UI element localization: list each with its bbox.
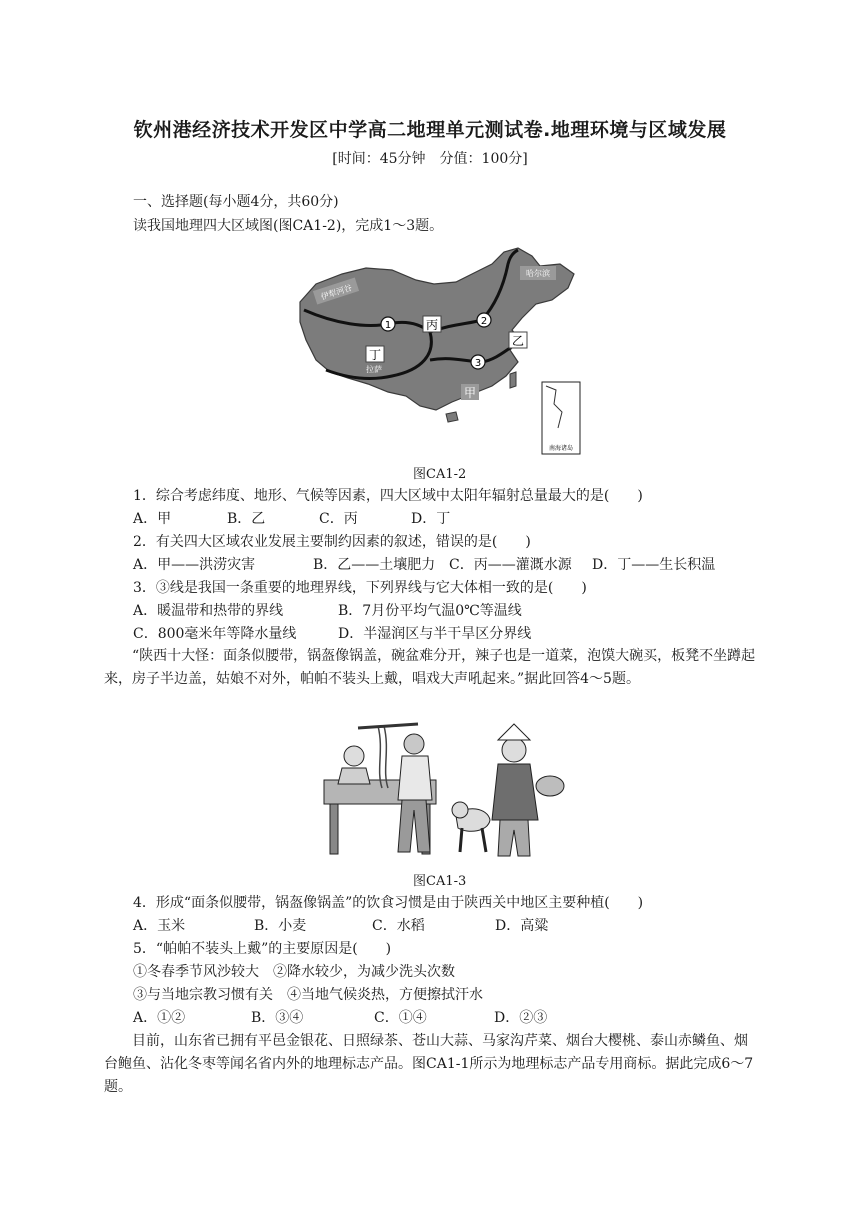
woman-body (338, 768, 370, 784)
q2-option-d[interactable]: D．丁——生长积温 (592, 557, 716, 573)
q4-option-c[interactable]: C．水稻 (372, 918, 425, 934)
q3-option-b[interactable]: B．7月份平均气温0℃等温线 (338, 603, 522, 619)
label-ding: 丁 (368, 348, 382, 362)
elder-headscarf (498, 724, 530, 740)
q5-option-d[interactable]: D．②③ (494, 1010, 548, 1026)
q3-option-c[interactable]: C．800毫米年等降水量线 (133, 626, 297, 642)
q5-stem: 5．“帕帕不装头上戴”的主要原因是( ) (133, 941, 392, 957)
elder-head (502, 738, 526, 762)
man-legs (398, 800, 430, 852)
marker-3-label: 3 (474, 358, 482, 369)
label-yi: 乙 (511, 334, 525, 348)
q1-option-b[interactable]: B．乙 (227, 511, 266, 527)
woman-head (344, 746, 364, 766)
section-intro: 读我国地理四大区域图(图CA1-2)，完成1～3题。 (133, 218, 444, 234)
hainan-island (446, 412, 458, 422)
q3-stem: 3．③线是我国一条重要的地理界线，下列界线与它大体相一致的是( ) (133, 580, 587, 596)
passage-shaanxi: “陕西十大怪：面条似腰带，锅盔像锅盖，碗盆难分开，辣子也是一道菜，泡馍大碗买，板凳不坐蹲起来，房子半边盖，姑娘不对外，帕帕不装头上戴，唱戏大声吼起来。”据此回答4～5题。 (104, 648, 756, 687)
man-head (404, 734, 424, 754)
label-bing: 丙 (425, 318, 439, 332)
q1-stem: 1．综合考虑纬度、地形、气候等因素，四大区域中太阳年辐射总量最大的是( ) (133, 488, 643, 504)
marker-1-label: 1 (384, 320, 392, 331)
q5-option-b[interactable]: B．③④ (251, 1010, 304, 1026)
q1-options (133, 509, 450, 529)
q3-option-d[interactable]: D．半湿润区与半干旱区分界线 (338, 626, 532, 642)
label-xinjiang: 伊犁河谷 (319, 283, 354, 302)
marker-2-label: 2 (480, 316, 488, 327)
noodle-bar (358, 724, 418, 728)
label-lhasa: 拉萨 (366, 365, 382, 374)
inset-label: 南海诸岛 (548, 445, 574, 452)
man-body (398, 756, 432, 800)
q3-option-a[interactable]: A．暖温带和热带的界线 (133, 603, 284, 619)
q2-option-c[interactable]: C．丙——灌溉水源 (449, 557, 572, 573)
label-northeast: 哈尔滨 (526, 269, 550, 278)
passage-shandong: 目前，山东省已拥有平邑金银花、日照绿茶、苍山大蒜、马家沟芹菜、烟台大樱桃、泰山赤鳞鱼、烟台鲍鱼、沾化冬枣等闻名省内外的地理标志产品。图CA1-1所示为地理标志产品专用商标。据此完成6～7题。 (104, 1033, 754, 1095)
q5-option-c[interactable]: C．①④ (374, 1010, 427, 1026)
q3-options-row1 (133, 601, 522, 621)
dog-head (452, 802, 468, 818)
elder-body (492, 764, 538, 820)
q1-option-a[interactable]: A．甲 (133, 511, 172, 527)
taiwan-island (510, 372, 516, 388)
section-heading: 一、选择题(每小题4分，共60分) (133, 194, 339, 210)
noodle-strand (378, 726, 388, 788)
figure-caption-map: 图CA1-2 (413, 467, 467, 482)
q2-stem: 2．有关四大区域农业发展主要制约因素的叙述，错误的是( ) (133, 534, 531, 550)
q2-option-a[interactable]: A．甲——洪涝灾害 (133, 557, 256, 573)
table-leg-left (330, 804, 338, 854)
shaanxi-illustration (318, 720, 568, 862)
q5-options (133, 1008, 547, 1028)
q3-options-row2 (133, 624, 531, 644)
q5-statements-1: ①冬春季节风沙较大 ②降水较少，为减少洗头次数 (133, 964, 455, 980)
q4-option-d[interactable]: D．高粱 (495, 918, 549, 934)
q1-option-d[interactable]: D．丁 (411, 511, 451, 527)
basket (536, 776, 564, 796)
q2-option-b[interactable]: B．乙——土壤肥力 (313, 557, 436, 573)
label-jia: 甲 (463, 386, 477, 400)
q4-options (133, 916, 548, 936)
figure-caption-illustration: 图CA1-3 (413, 874, 467, 889)
q4-stem: 4．形成“面条似腰带，锅盔像锅盖”的饮食习惯是由于陕西关中地区主要种植( ) (133, 895, 644, 911)
q4-option-a[interactable]: A．玉米 (133, 918, 186, 934)
q5-statements-2: ③与当地宗教习惯有关 ④当地气候炎热，方便擦拭汗水 (133, 987, 483, 1003)
page-subtitle: [时间：45分钟 分值：100分] (332, 151, 528, 167)
china-regions-map (296, 244, 582, 456)
q5-option-a[interactable]: A．①② (133, 1010, 186, 1026)
page-title: 钦州港经济技术开发区中学高二地理单元测试卷.地理环境与区域发展 (133, 119, 727, 141)
elder-legs (498, 820, 530, 856)
q4-option-b[interactable]: B．小麦 (254, 918, 307, 934)
q1-option-c[interactable]: C．丙 (319, 511, 358, 527)
q2-options (133, 555, 715, 575)
